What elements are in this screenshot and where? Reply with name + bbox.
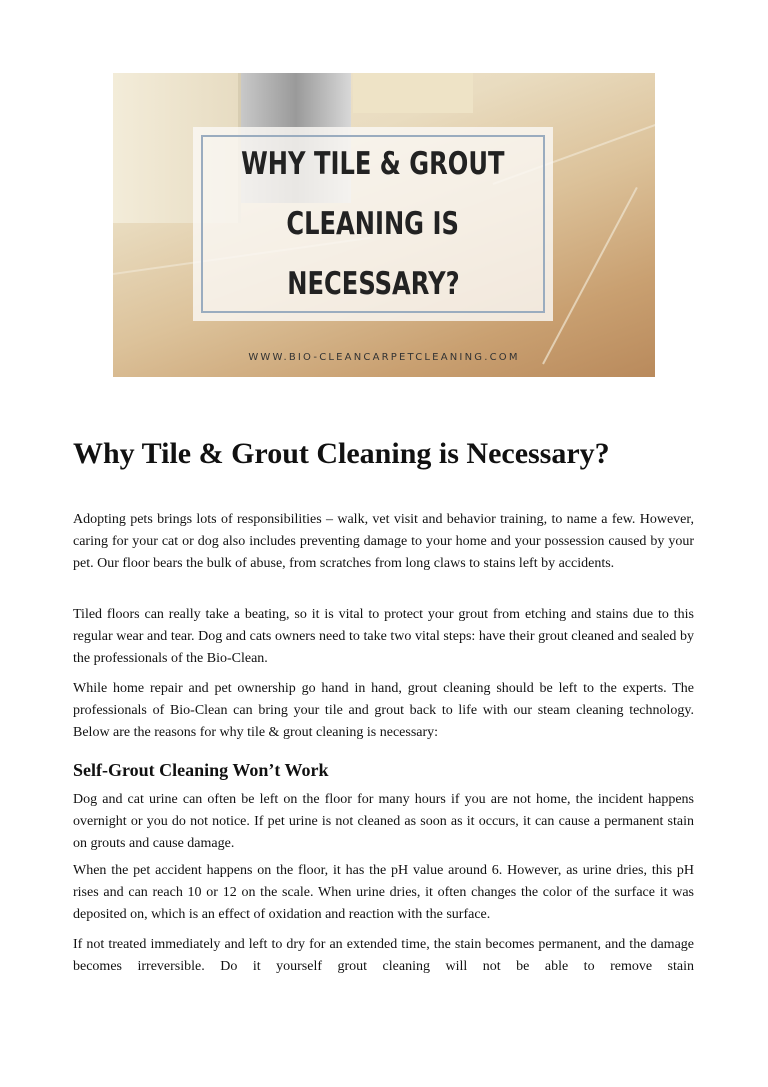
- paragraph: Tiled floors can really take a beating, so it is vital to protect your grout from etching and stains due to this regular wear and tear. Dog and cats owners need to take two vital steps: have their grout cleaned and sealed by the professionals of the Bio-Clean.: [73, 607, 694, 666]
- hero-line: WHY TILE & GROUT: [241, 146, 505, 182]
- page-title: Why Tile & Grout Cleaning is Necessary?: [73, 437, 610, 470]
- section-heading: Self-Grout Cleaning Won’t Work: [73, 760, 329, 780]
- hero-line: NECESSARY?: [286, 266, 460, 302]
- cabinet: [353, 73, 473, 113]
- paragraph: If not treated immediately and left to dry for an extended time, the stain becomes permanent, and the damage becomes irreversible. Do it yourself grout cleaning will not be able to remove stain: [73, 937, 694, 974]
- hero-text-box: [193, 127, 553, 321]
- paragraph: Adopting pets brings lots of responsibilities – walk, vet visit and behavior training, to name a few. However, caring for your cat or dog also includes preventing damage to your home and your possession caused by your pet. Our floor bears the bulk of abuse, from scratches from long claws to stains left by accidents.: [73, 512, 694, 571]
- grout-line: [542, 187, 638, 365]
- hero-line: CLEANING IS: [286, 206, 460, 242]
- hero-url: WWW.BIO-CLEANCARPETCLEANING.COM: [248, 352, 520, 363]
- paragraph: While home repair and pet ownership go hand in hand, grout cleaning should be left to the experts. The professionals of Bio-Clean can bring your tile and grout back to life with our steam cleaning technology. Below are the reasons for why tile & grout cleaning is necessary:: [73, 681, 694, 740]
- hero-image: [113, 73, 655, 377]
- paragraph: When the pet accident happens on the floor, it has the pH value around 6. However, as urine dries, this pH rises and can reach 10 or 12 on the scale. When urine dries, it often changes the color of the surface it was deposited on, which is an effect of oxidation and reaction with the surface.: [73, 863, 694, 922]
- paragraph: Dog and cat urine can often be left on the floor for many hours if you are not home, the incident happens overnight or you do not notice. If pet urine is not cleaned as soon as it occurs, it can cause a permanent stain on grouts and cause damage.: [73, 792, 694, 851]
